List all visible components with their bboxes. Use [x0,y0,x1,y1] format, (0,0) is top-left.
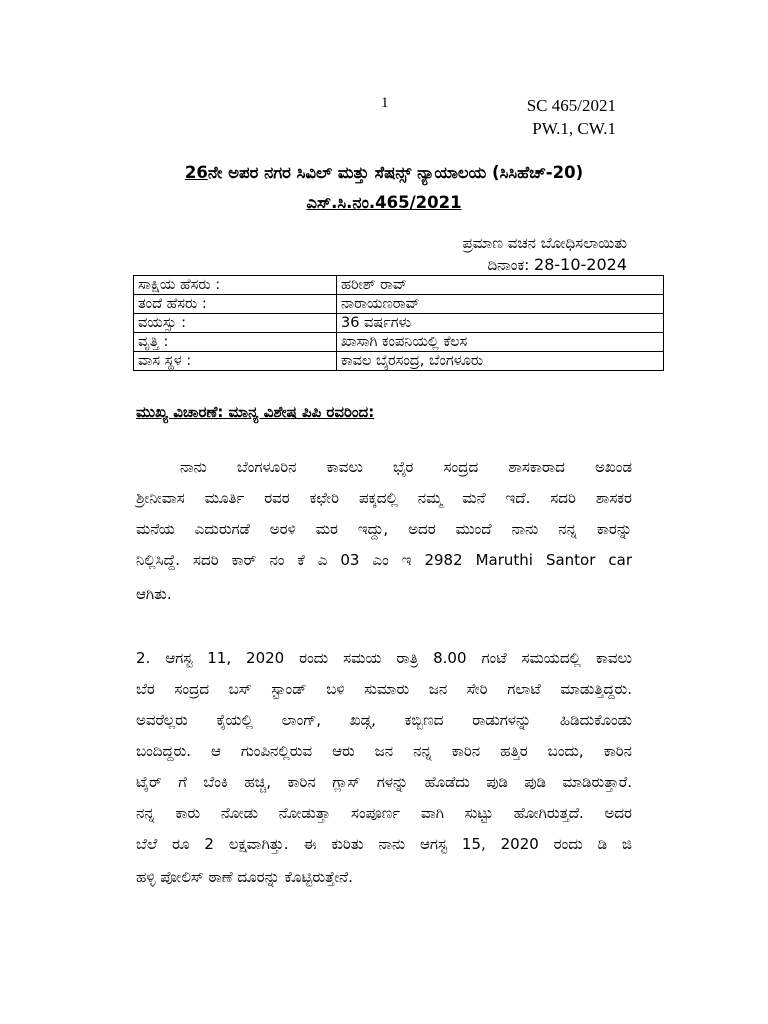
paragraph-line: ಮನೆಯ ಎದುರುಗಡೆ ಅರಳಿ ಮರ ಇದ್ದು, ಅದರ ಮುಂದೆ ನಾನು ನನ್ನ ಕಾರನ್ನು [136,520,632,538]
paragraph-line: ಅವರೆಲ್ಲರು ಕೈಯಲ್ಲಿ ಲಾಂಗ್, ಖಡ್ಗ, ಕಬ್ಬಿಣದ ರಾಡುಗಳನ್ನು ಹಿಡಿದುಕೊಂಡು [136,711,632,729]
table-row [134,314,664,333]
page-number: 1 [381,95,389,111]
witness-reference: PW.1, CW.1 [532,119,616,138]
paragraph-line: ಹಳ್ಳಿ ಪೋಲಿಸ್ ಠಾಣೆ ದೂರನ್ನು ಕೊಟ್ಟಿರುತ್ತೇನೆ. [136,868,353,886]
oath-statement: ಪ್ರಮಾಣ ವಚನ ಬೋಧಿಸಲಾಯಿತು [462,234,627,252]
age-label: ವಯಸ್ಸು : [134,314,337,333]
paragraph-line: ನನ್ನ ಕಾರು ನೋಡು ನೋಡುತ್ತಾ ಸಂಪೂರ್ಣ ವಾಗಿ ಸುಟ್ಟು ಹೋಗಿರುತ್ತದೆ. ಅದರ [136,804,632,822]
paragraph-line: ನಾನು ಬೆಂಗಳೂರಿನ ಕಾವಲು ಭೈರ ಸಂದ್ರದ ಶಾಸಕಾರಾದ ಅಖಂಡ [180,458,632,476]
paragraph-line: ಬೆಲೆ ರೂ 2 ಲಕ್ಷವಾಗಿತ್ತು. ಈ ಕುರಿತು ನಾನು ಆಗಸ್ಟ 15, 2020 ರಂದು ಡಿ ಜಿ [136,835,632,853]
case-reference-block [527,94,616,140]
occupation-label: ವೃತ್ತಿ : [134,333,337,352]
residence-value: ಕಾವಲ ಬೈರಸಂದ್ರ, ಬೆಂಗಳೂರು [337,352,664,371]
table-row [134,276,664,295]
court-name: ನೇ ಅಪರ ನಗರ ಸಿವಿಲ್ ಮತ್ತು ಸೆಷನ್ಸ್ ನ್ಯಾಯಾಲಯ (ಸಿಸಿಹೆಚ್-20) [207,163,584,182]
paragraph-line: ನಿಲ್ಲಿಸಿದ್ದೆ. ಸದರಿ ಕಾರ್ ನಂ ಕೆ ಎ 03 ಎಂ ಇ 2982 Maruthi Santor car [136,551,632,569]
oath-block [463,233,627,276]
witness-name-value: ಹರೀಶ್ ರಾವ್ [337,276,664,295]
father-name-label: ತಂದೆ ಹೆಸರು : [134,295,337,314]
paragraph-1 [136,458,632,608]
case-number [0,193,768,213]
section-heading: ಮುಖ್ಯ ವಿಚಾರಣೆ: ಮಾನ್ಯ ವಿಶೇಷ ಪಿಪಿ ರವರಿಂದ: [136,403,375,421]
paragraph-line: 2. ಆಗಸ್ಟ 11, 2020 ರಂದು ಸಮಯ ರಾತ್ರಿ 8.00 ಗಂಟೆ ಸಮಯದಲ್ಲಿ ಕಾವಲು [136,649,632,667]
witness-details-table [133,275,664,371]
paragraph-line: ಬೆರ ಸಂದ್ರದ ಬಸ್ ಸ್ಟಾಂಡ್ ಬಳಿ ಸುಮಾರು ಜನ ಸೇರಿ ಗಲಾಟೆ ಮಾಡುತ್ತಿದ್ದರು. [136,680,632,698]
paragraph-line: ಶ್ರೀನೀವಾಸ ಮೂರ್ತಿ ರವರ ಕಛೇರಿ ಪಕ್ಕದಲ್ಲಿ ನಮ್ಮ ಮನೆ ಇದೆ. ಸದರಿ ಶಾಸಕರ [136,489,632,507]
paragraph-line: ಆಗಿತು. [136,585,172,603]
residence-label: ವಾಸ ಸ್ಥಳ : [134,352,337,371]
paragraph-line: ಟೈರ್ ಗೆ ಬೆಂಕಿ ಹಚ್ಚಿ, ಕಾರಿನ ಗ್ಲಾಸ್ ಗಳನ್ನು ಹೊಡೆದು ಪುಡಿ ಪುಡಿ ಮಾಡಿರುತ್ತಾರೆ. [136,773,632,791]
witness-name-label: ಸಾಕ್ಷಿಯ ಹೆಸರು : [134,276,337,295]
oath-date-label: ದಿನಾಂಕ: [487,256,535,274]
age-value: 36 ವರ್ಷಗಳು [337,314,664,333]
occupation-value: ಖಾಸಾಗಿ ಕಂಪನಿಯಲ್ಲಿ ಕೆಲಸ [337,333,664,352]
case-reference: SC 465/2021 [526,96,616,115]
paragraph-2 [136,649,632,899]
court-title [0,163,768,183]
case-number-text: ಎಸ್.ಸಿ.ನಂ.465/2021 [306,193,462,212]
table-row [134,333,664,352]
table-row [134,295,664,314]
court-number: 26 [184,163,208,182]
oath-date [463,254,627,276]
paragraph-line: ಬಂದಿದ್ದರು. ಆ ಗುಂಪಿನಲ್ಲಿರುವ ಆರು ಜನ ನನ್ನ ಕಾರಿನ ಹತ್ತಿರ ಬಂದು, ಕಾರಿನ [136,742,632,760]
table-row [134,352,664,371]
oath-date-value: 28-10-2024 [534,255,627,274]
father-name-value: ನಾರಾಯಣರಾವ್ [337,295,664,314]
